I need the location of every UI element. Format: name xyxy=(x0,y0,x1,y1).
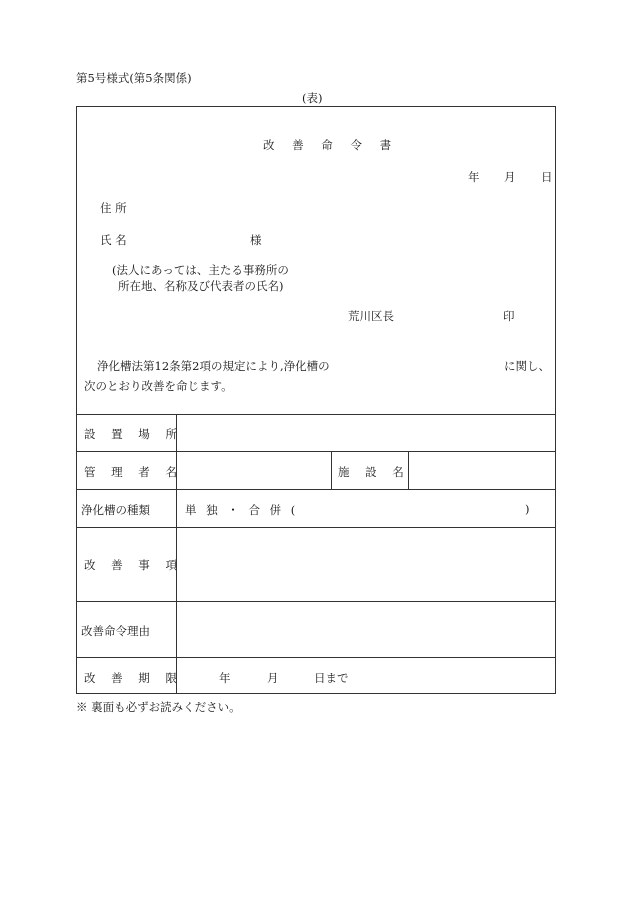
table-rule-top xyxy=(76,414,556,415)
form-frame xyxy=(76,106,556,694)
honorific-label: 様 xyxy=(250,233,262,247)
table-column-divider xyxy=(176,414,177,694)
table-rule-4 xyxy=(76,527,556,528)
corporate-note-line-2: 所在地、名称及び代表者の氏名) xyxy=(118,279,284,293)
deadline-year: 年 xyxy=(219,671,231,685)
issuer-name: 荒川区長 xyxy=(348,309,394,323)
name-label: 氏 名 xyxy=(100,233,127,247)
seal-mark: 印 xyxy=(503,309,515,323)
table-rule-3 xyxy=(76,489,556,490)
body-text-line-1-start: 浄化槽法第12条第2項の規定により,浄化槽の xyxy=(97,359,330,373)
date-year-label: 年 xyxy=(468,170,480,184)
front-side-label: (表) xyxy=(302,91,323,105)
deadline-day: 日まで xyxy=(314,671,349,685)
order-reason-label: 改善命令理由 xyxy=(81,624,150,638)
table-rule-5 xyxy=(76,601,556,602)
table-rule-6 xyxy=(76,657,556,658)
facility-label-left-divider xyxy=(331,451,332,489)
tank-type-close-paren: ) xyxy=(525,502,530,516)
tank-type-label: 浄化槽の種類 xyxy=(81,503,150,517)
deadline-label: 改 善 期 限 xyxy=(84,671,183,685)
table-rule-2 xyxy=(76,451,556,452)
location-label: 設 置 場 所 xyxy=(84,427,183,441)
date-month-label: 月 xyxy=(504,170,516,184)
facility-label: 施 設 名 xyxy=(338,465,410,479)
body-text-line-2: 次のとおり改善を命じます。 xyxy=(84,379,233,393)
improvement-items-label: 改 善 事 項 xyxy=(84,558,183,572)
deadline-month: 月 xyxy=(267,671,279,685)
footnote: ※ 裏面も必ずお読みください。 xyxy=(76,700,241,714)
form-title: 改 善 命 令 書 xyxy=(263,138,399,152)
form-number-header: 第5号様式(第5条関係) xyxy=(76,71,192,85)
manager-label: 管 理 者 名 xyxy=(84,465,183,479)
address-label: 住 所 xyxy=(100,201,127,215)
tank-type-value: 単 独 ・ 合 併 ( xyxy=(185,503,299,517)
corporate-note-line-1: (法人にあっては、主たる事務所の xyxy=(112,263,289,277)
body-text-line-1-end: に関し、 xyxy=(504,359,550,373)
date-day-label: 日 xyxy=(541,170,553,184)
